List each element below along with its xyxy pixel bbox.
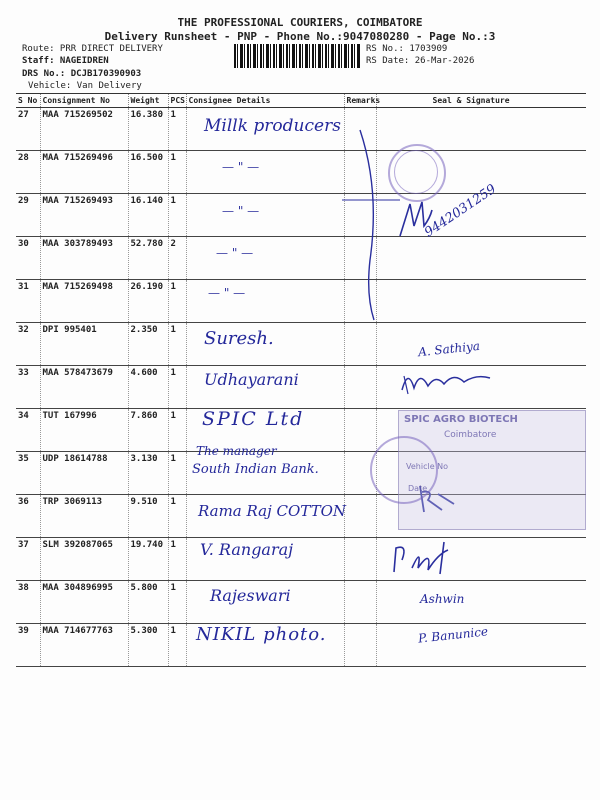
stamp-city: Coimbatore	[444, 430, 497, 440]
row-pcs: 1	[168, 151, 186, 194]
company-title: THE PROFESSIONAL COURIERS, COIMBATORE	[177, 16, 423, 29]
handwritten-consignee: V. Rangaraj	[200, 540, 294, 559]
row-sno: 32	[16, 323, 40, 366]
stamp-date: Date	[408, 484, 428, 493]
handwritten-ditto: — " —	[216, 246, 254, 260]
row-sno: 39	[16, 624, 40, 667]
row-pcs: 1	[168, 581, 186, 624]
vehicle-label: Vehicle: Van Delivery	[28, 81, 142, 91]
row-weight: 5.800	[128, 581, 168, 624]
row-sno: 31	[16, 280, 40, 323]
row-remarks	[344, 409, 376, 452]
row-sno: 36	[16, 495, 40, 538]
row-consignment: MAA 715269502	[40, 108, 128, 151]
signature: A. Sathiya	[417, 338, 481, 360]
row-remarks	[344, 538, 376, 581]
row-sno: 34	[16, 409, 40, 452]
handwritten-consignee: The manager	[196, 444, 277, 458]
row-weight: 26.190	[128, 280, 168, 323]
table-row	[16, 366, 586, 409]
row-remarks	[344, 366, 376, 409]
col-consignment: Consignment No	[40, 94, 128, 108]
row-weight: 19.740	[128, 538, 168, 581]
signature-scribble	[388, 538, 468, 578]
row-pcs: 1	[168, 280, 186, 323]
row-weight: 7.860	[128, 409, 168, 452]
row-remarks	[344, 495, 376, 538]
stamp-vehicle: Vehicle No	[406, 462, 449, 471]
row-pcs: 1	[168, 624, 186, 667]
row-consignment: MAA 715269498	[40, 280, 128, 323]
row-pcs: 2	[168, 237, 186, 280]
row-consignment: DPI 995401	[40, 323, 128, 366]
handwritten-ditto: — " —	[222, 160, 260, 174]
row-consignment: SLM 392087065	[40, 538, 128, 581]
handwritten-consignee: SPIC Ltd	[202, 408, 305, 430]
row-weight: 9.510	[128, 495, 168, 538]
table-header-row	[16, 94, 586, 108]
row-consignment: MAA 304896995	[40, 581, 128, 624]
handwritten-ditto: — " —	[222, 204, 260, 218]
table-row	[16, 323, 586, 366]
row-pcs: 1	[168, 366, 186, 409]
signature: Ashwin	[420, 592, 465, 606]
signature-scribble	[398, 364, 498, 398]
row-consignee	[186, 194, 344, 237]
barcode	[234, 44, 360, 68]
handwritten-consignee: Rama Raj COTTON	[198, 502, 347, 520]
row-remarks	[344, 624, 376, 667]
row-weight: 16.380	[128, 108, 168, 151]
handwritten-consignee: Udhayarani	[204, 370, 299, 389]
seal-stamp-inner	[394, 150, 438, 194]
signature-phone: 9442031259	[422, 181, 499, 241]
rs-date: RS Date: 26-Mar-2026	[366, 56, 475, 66]
row-weight: 3.130	[128, 452, 168, 495]
drs-number: DRS No.: DCJB170390903	[22, 69, 142, 79]
handwritten-consignee: South Indian Bank.	[192, 462, 319, 477]
row-weight: 2.350	[128, 323, 168, 366]
col-consignee: Consignee Details	[186, 94, 344, 108]
row-pcs: 1	[168, 452, 186, 495]
row-sno: 37	[16, 538, 40, 581]
row-consignment: MAA 714677763	[40, 624, 128, 667]
round-seal-stamp	[370, 436, 438, 504]
col-weight: Weight	[128, 94, 168, 108]
row-consignment: MAA 303789493	[40, 237, 128, 280]
row-weight: 16.500	[128, 151, 168, 194]
signature: P. Banunice	[417, 624, 489, 646]
row-consignment: MAA 715269493	[40, 194, 128, 237]
row-pcs: 1	[168, 409, 186, 452]
table-row	[16, 151, 586, 194]
route-label: Route: PRR DIRECT DELIVERY	[22, 44, 163, 54]
row-pcs: 1	[168, 108, 186, 151]
row-weight: 52.780	[128, 237, 168, 280]
runsheet-table	[16, 93, 586, 667]
runsheet-subtitle: Delivery Runsheet - PNP - Phone No.:9047080280 - Page No.:3	[104, 30, 496, 43]
row-seal	[376, 581, 586, 624]
row-consignment: TRP 3069113	[40, 495, 128, 538]
stamp-company: SPIC AGRO BIOTECH	[404, 414, 518, 425]
row-sno: 28	[16, 151, 40, 194]
row-sno: 33	[16, 366, 40, 409]
table-row	[16, 237, 586, 280]
row-consignment: UDP 18614788	[40, 452, 128, 495]
table-row	[16, 581, 586, 624]
table-row	[16, 194, 586, 237]
rs-number: RS No.: 1703909	[366, 44, 448, 54]
row-weight: 4.600	[128, 366, 168, 409]
col-remarks: Remarks	[344, 94, 376, 108]
row-consignee	[186, 151, 344, 194]
table-row	[16, 538, 586, 581]
handwritten-consignee: Millk producers	[204, 116, 341, 136]
row-pcs: 1	[168, 194, 186, 237]
handwritten-consignee: Rajeswari	[210, 586, 291, 605]
handwritten-consignee: NIKIL photo.	[196, 624, 327, 645]
row-consignment: TUT 167996	[40, 409, 128, 452]
row-weight: 5.300	[128, 624, 168, 667]
row-sno: 38	[16, 581, 40, 624]
row-sno: 29	[16, 194, 40, 237]
row-consignee	[186, 237, 344, 280]
row-pcs: 1	[168, 538, 186, 581]
row-pcs: 1	[168, 495, 186, 538]
row-consignment: MAA 578473679	[40, 366, 128, 409]
row-weight: 16.140	[128, 194, 168, 237]
col-pcs: PCS	[168, 94, 186, 108]
row-pcs: 1	[168, 323, 186, 366]
staff-label: Staff: NAGEIDREN	[22, 56, 109, 66]
col-seal: Seal & Signature	[376, 94, 586, 108]
handwritten-consignee: Suresh.	[204, 328, 274, 349]
row-consignment: MAA 715269496	[40, 151, 128, 194]
row-sno: 27	[16, 108, 40, 151]
handwritten-ditto: — " —	[208, 286, 246, 300]
row-remarks	[344, 581, 376, 624]
row-sno: 30	[16, 237, 40, 280]
col-sno: S No	[16, 94, 40, 108]
table-row	[16, 280, 586, 323]
row-sno: 35	[16, 452, 40, 495]
